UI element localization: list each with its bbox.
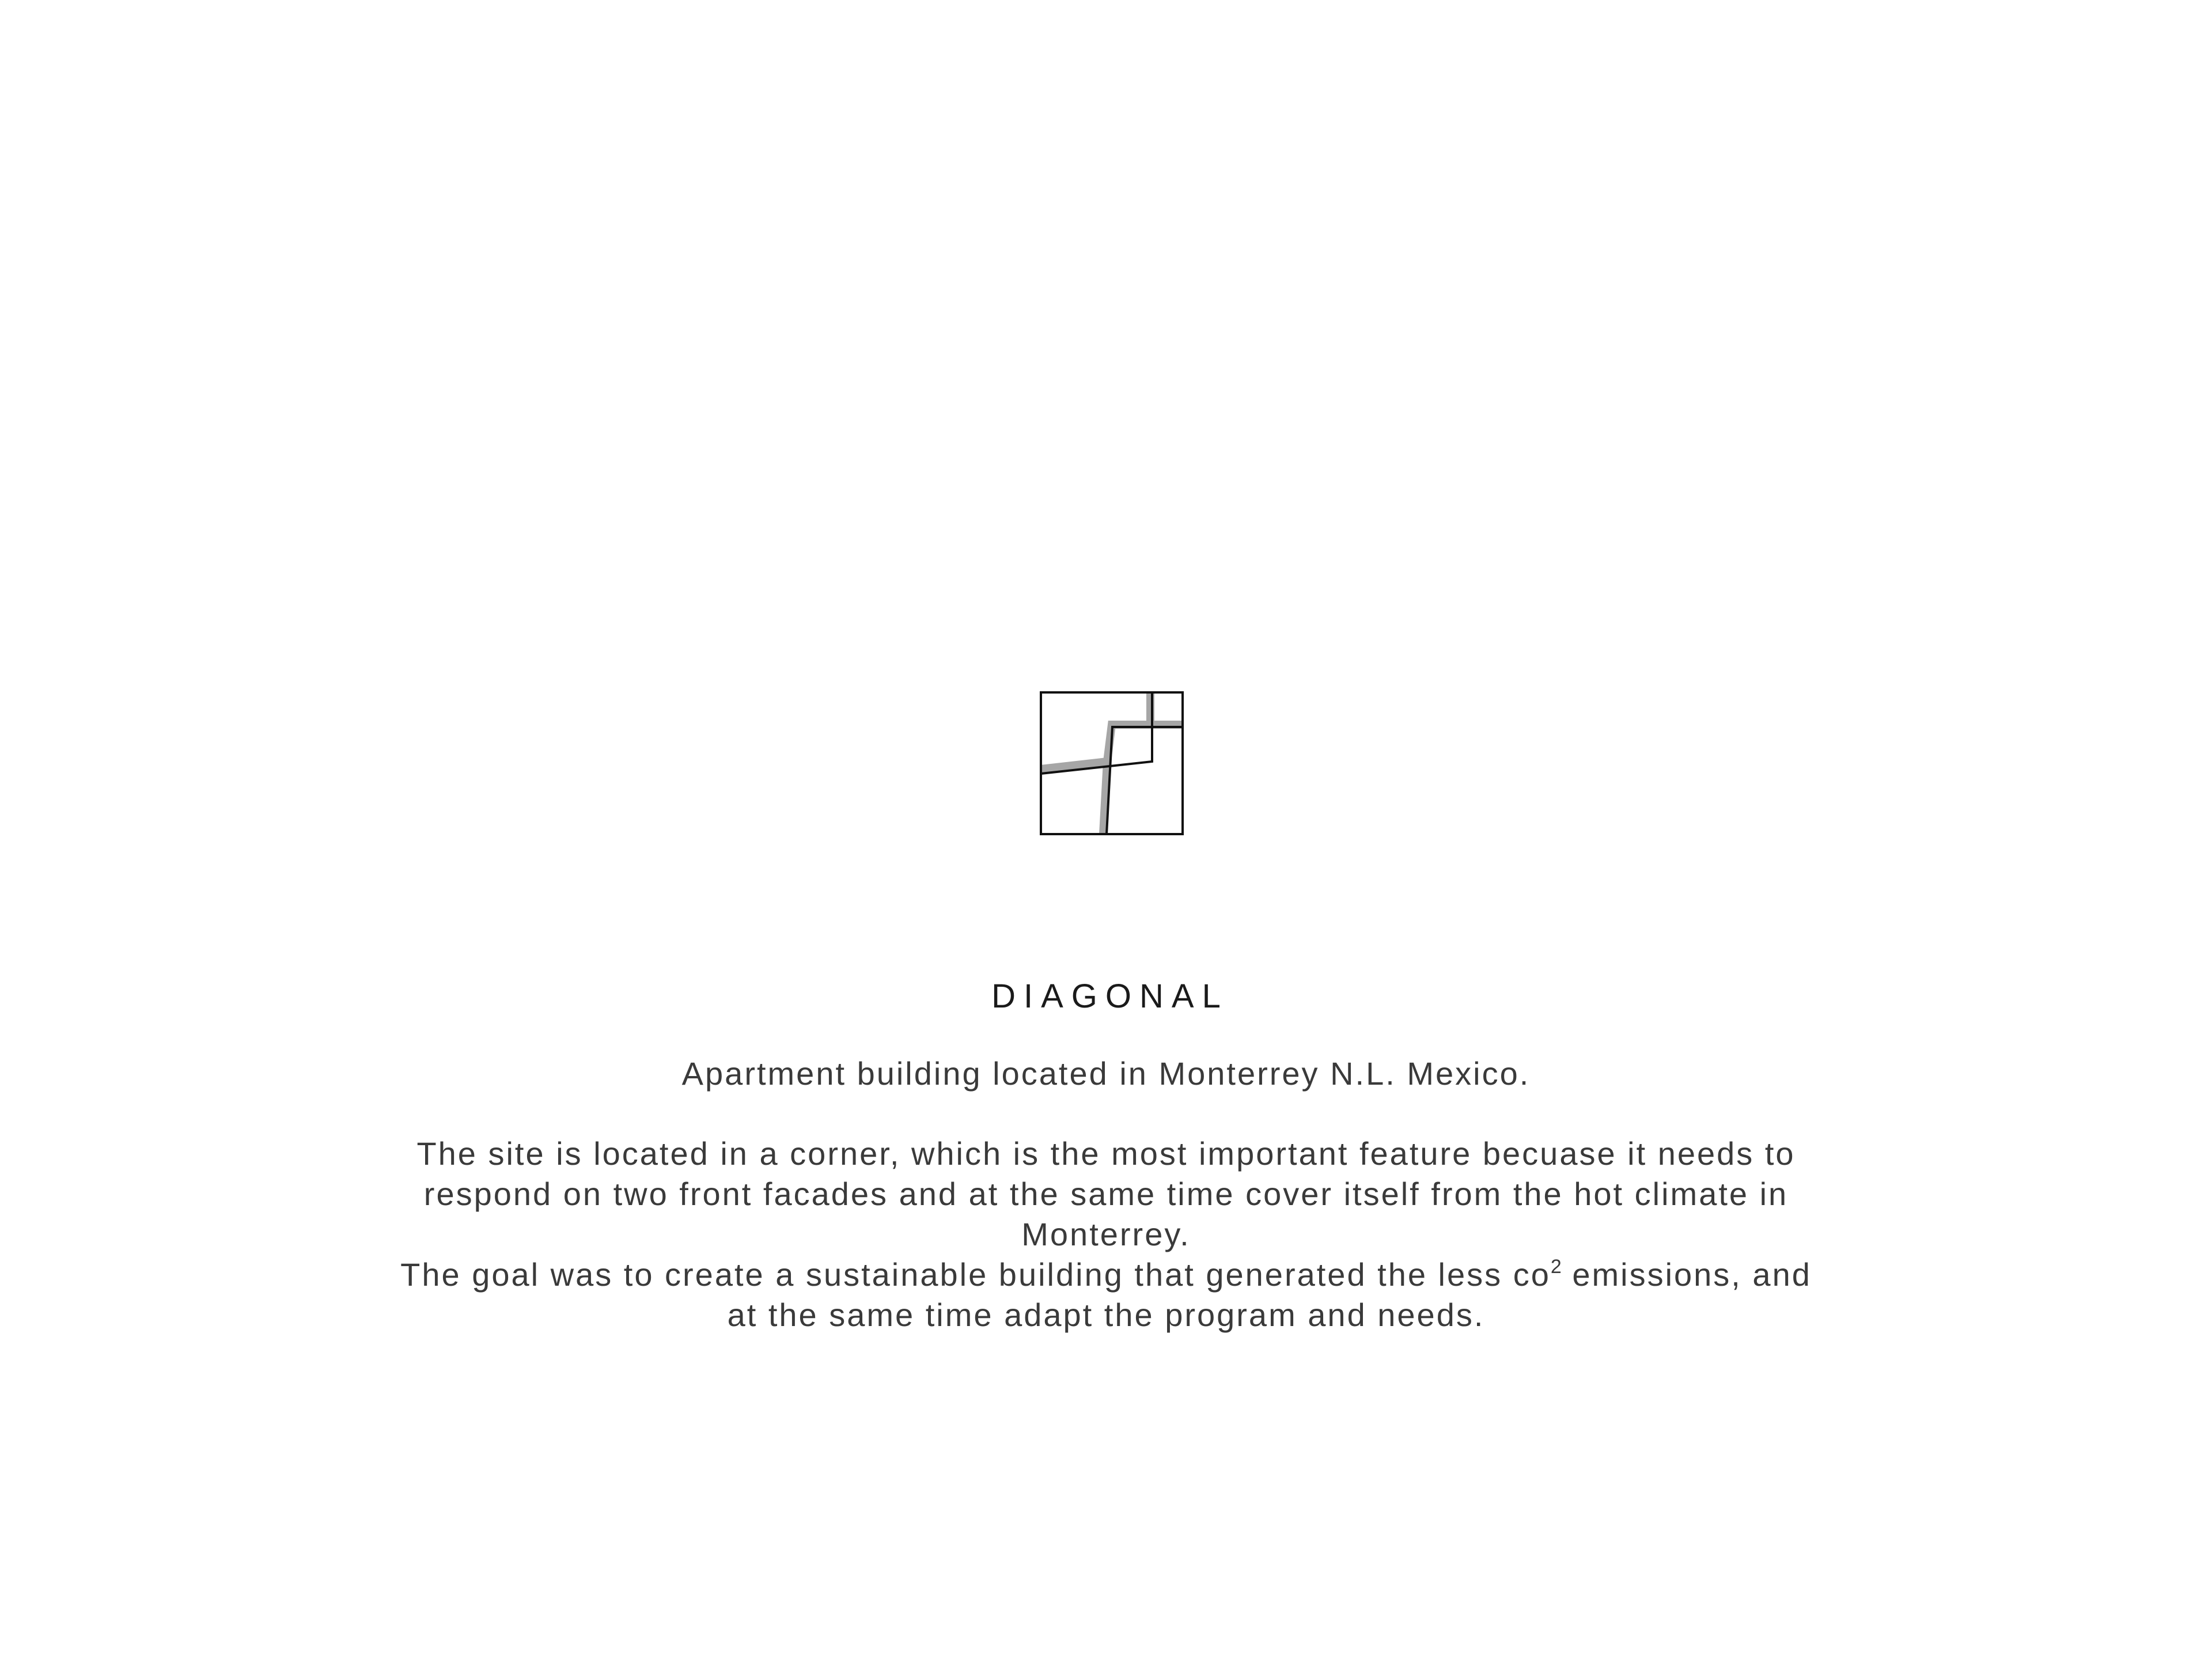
project-subtitle: Apartment building located in Monterrey N.L. Mexico.: [681, 1055, 1531, 1092]
diagonal-logo-icon: [1040, 691, 1184, 835]
description-paragraph-1: The site is located in a corner, which is the most important feature becuase it needs to respond on two front facades and at the same time cover itself from the hot climate in Monterrey.: [416, 1135, 1796, 1252]
description-paragraph-2: [386, 1255, 1826, 1335]
co2-superscript: 2: [1550, 1256, 1562, 1278]
project-description: [386, 1134, 1826, 1335]
project-title: DIAGONAL: [991, 978, 1229, 1015]
text-block: [0, 974, 2212, 1335]
description-paragraph-2-text: The goal was to create a sustainable building that generated the less co: [400, 1256, 1551, 1293]
description-paragraph-2-text-end: emissions, and at the same time adapt the program and needs.: [727, 1256, 1812, 1333]
logo-line-b: [1107, 727, 1184, 834]
